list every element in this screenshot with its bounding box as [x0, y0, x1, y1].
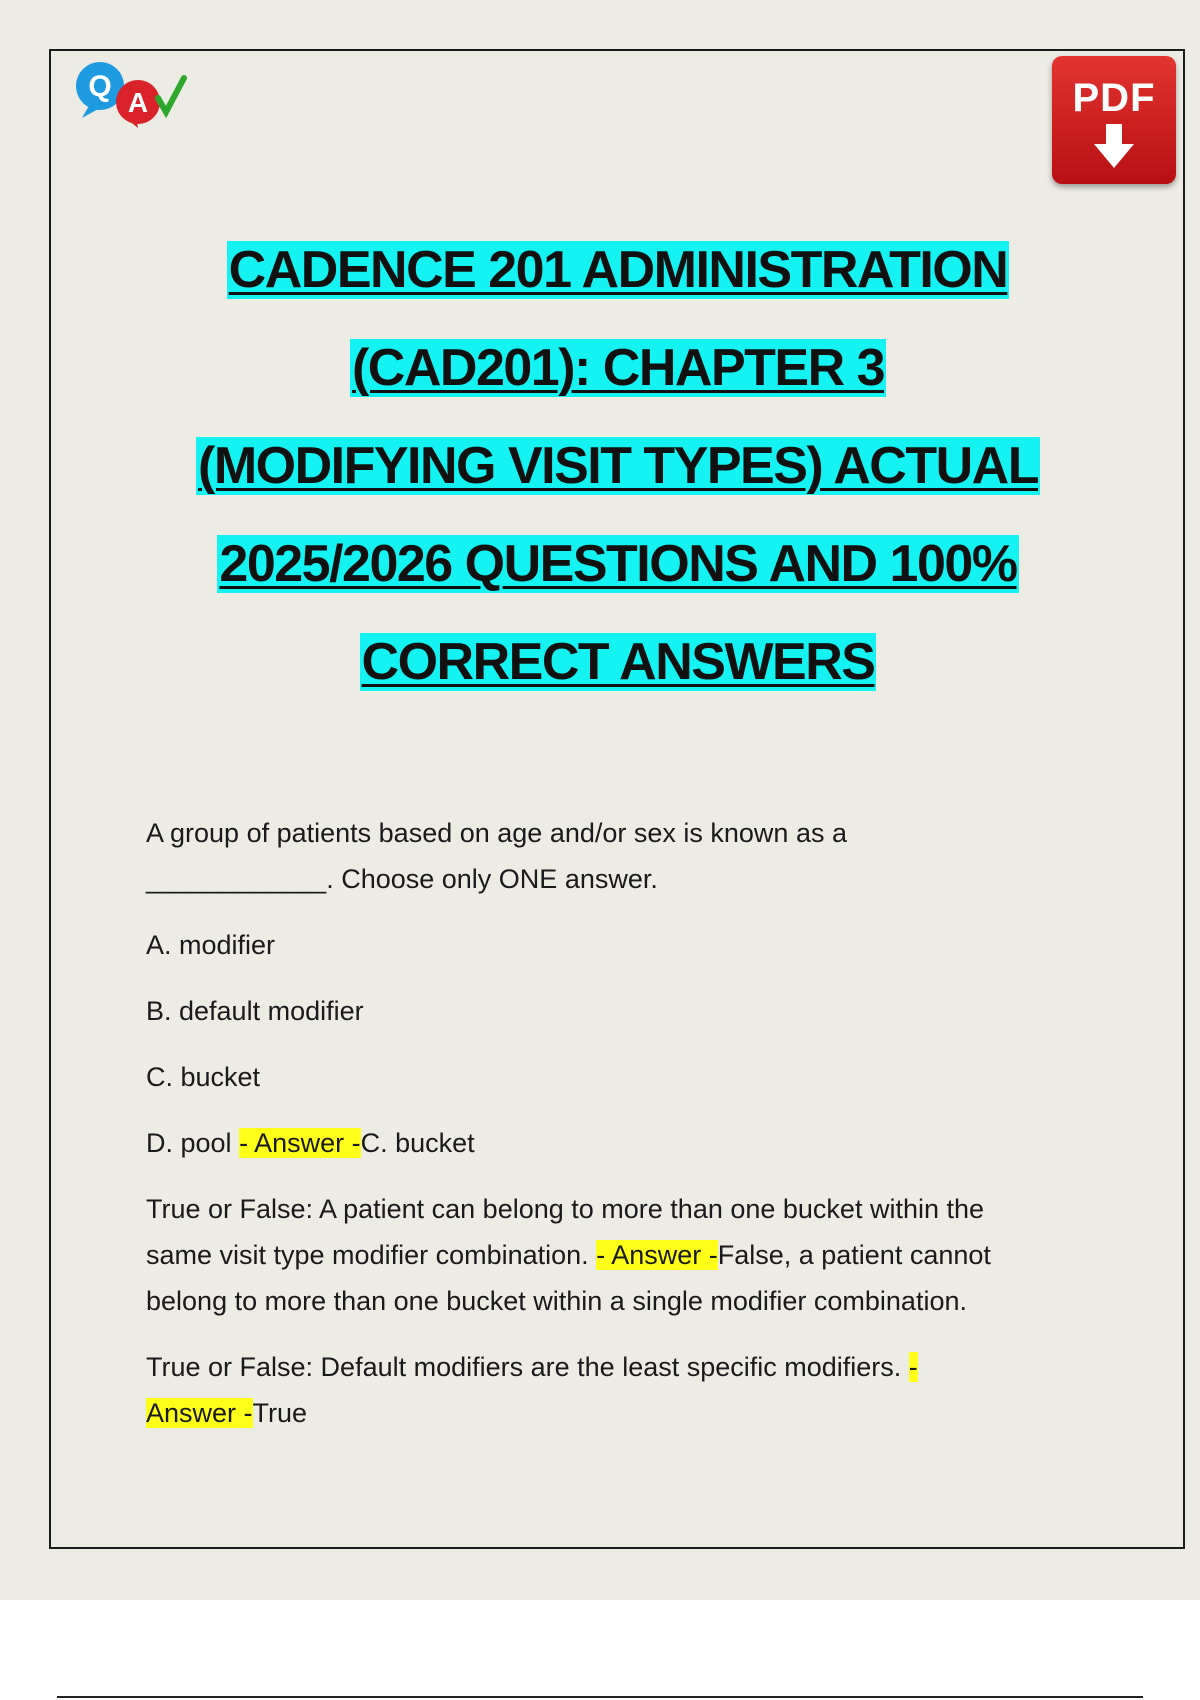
document-title	[100, 238, 1136, 728]
question-3-text: True or False: Default modifiers are the least specific modifiers. -	[146, 1352, 918, 1382]
qa-logo-icon	[70, 58, 190, 130]
option-c: C. bucket	[146, 1062, 261, 1092]
answer-blank: ____________	[146, 864, 327, 894]
title-line: CADENCE 201 ADMINISTRATION	[228, 241, 1008, 299]
download-arrow-icon	[1094, 124, 1134, 168]
answer-marker: Answer -	[146, 1398, 253, 1428]
logo-a-letter: A	[127, 87, 149, 118]
pdf-download-button[interactable]	[1052, 56, 1176, 184]
title-line: 2025/2026 QUESTIONS AND 100%	[219, 535, 1017, 593]
bottom-divider	[57, 1696, 1143, 1698]
answer-text: False, a patient cannot	[717, 1240, 991, 1270]
answer-text: C. bucket	[360, 1128, 475, 1158]
question-2-text: True or False: A patient can belong to more than one bucket within the	[146, 1194, 985, 1224]
question-1-text-cont: ____________. Choose only ONE answer.	[146, 864, 658, 894]
answer-marker: - Answer -	[596, 1240, 718, 1270]
answer-marker: - Answer -	[239, 1128, 361, 1158]
option-a: A. modifier	[146, 930, 276, 960]
question-2-text-end: belong to more than one bucket within a single modifier combination.	[146, 1286, 967, 1316]
title-line: CORRECT ANSWERS	[361, 633, 875, 691]
answer-marker: -	[908, 1352, 918, 1382]
question-3-answer	[146, 1390, 1106, 1436]
title-line: (MODIFYING VISIT TYPES) ACTUAL	[198, 437, 1038, 495]
option-d: D. pool - Answer -C. bucket	[146, 1128, 475, 1158]
question-1-text: A group of patients based on age and/or sex is known as a	[146, 818, 847, 848]
answer-text: True	[252, 1398, 308, 1428]
title-line: (CAD201): CHAPTER 3	[351, 339, 885, 397]
question-2-text-cont: same visit type modifier combination. - Answer -False, a patient cannot	[146, 1240, 991, 1270]
pdf-label: PDF	[1072, 76, 1156, 120]
question-list	[146, 810, 1106, 1436]
logo-q-letter: Q	[88, 70, 112, 103]
option-b: B. default modifier	[146, 996, 364, 1026]
